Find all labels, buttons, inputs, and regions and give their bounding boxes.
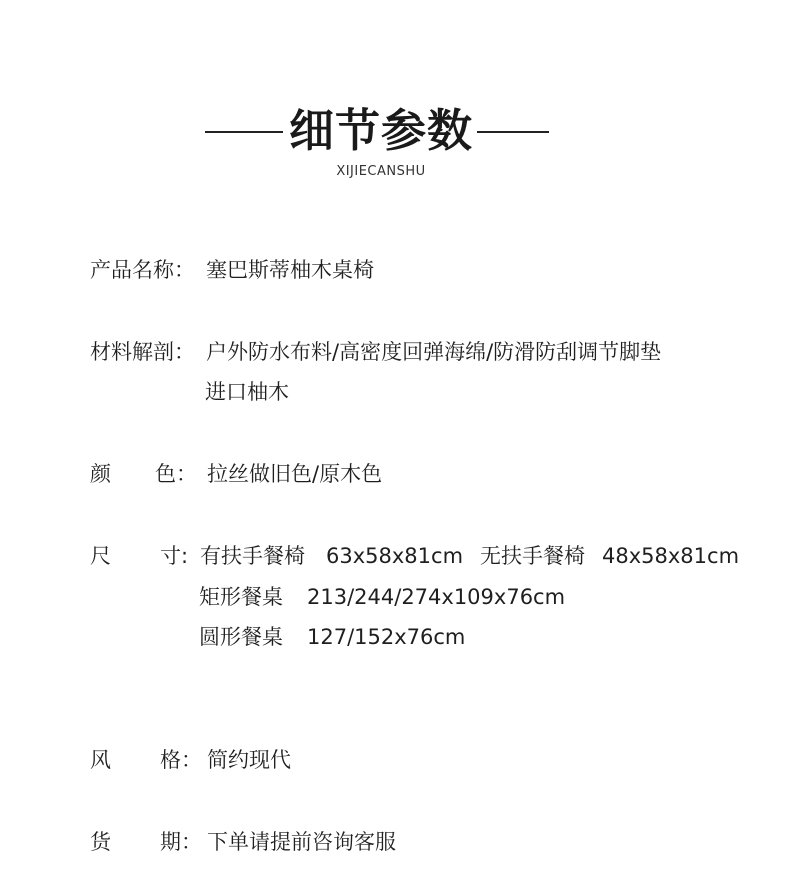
size-dim-rect-table: 213/244/274x109x76cm xyxy=(307,585,566,609)
spec-label-delivery-b: 期： xyxy=(160,830,202,854)
spec-label-size-b: 寸: xyxy=(160,544,189,568)
spec-label-color-a: 颜 xyxy=(90,462,111,486)
spec-value-name: 塞巴斯蒂柚木桌椅 xyxy=(206,258,374,282)
spec-value-delivery: 下单请提前咨询客服 xyxy=(207,830,396,854)
spec-value-material-line2: 进口柚木 xyxy=(205,380,289,404)
spec-label-style-a: 风 xyxy=(90,748,111,772)
spec-label-material: 材料解剖： xyxy=(90,340,195,364)
spec-value-material-line1: 户外防水布料/高密度回弹海绵/防滑防刮调节脚垫 xyxy=(206,340,662,364)
spec-label-size-a: 尺 xyxy=(90,544,111,568)
size-item-chair: 无扶手餐椅 xyxy=(480,544,585,568)
size-dim-chair: 48x58x81cm xyxy=(602,544,740,568)
section-header xyxy=(0,100,790,190)
spec-label-color-b: 色： xyxy=(155,462,197,486)
section-title: 细节参数 xyxy=(288,104,473,157)
title-rule-left xyxy=(205,131,283,133)
size-item-rect-table: 矩形餐桌 xyxy=(199,585,283,609)
size-item-round-table: 圆形餐桌 xyxy=(199,625,283,649)
size-dim-armchair: 63x58x81cm xyxy=(326,544,464,568)
spec-value-color: 拉丝做旧色/原木色 xyxy=(207,462,383,486)
spec-value-style: 简约现代 xyxy=(207,748,291,772)
spec-label-style-b: 格： xyxy=(160,748,202,772)
title-rule-right xyxy=(477,131,549,133)
section-subtitle: XIJIECANSHU xyxy=(336,164,426,179)
spec-label-delivery-a: 货 xyxy=(90,830,111,854)
size-dim-round-table: 127/152x76cm xyxy=(307,625,466,649)
spec-label-name: 产品名称： xyxy=(90,258,195,282)
size-item-armchair: 有扶手餐椅 xyxy=(200,544,305,568)
